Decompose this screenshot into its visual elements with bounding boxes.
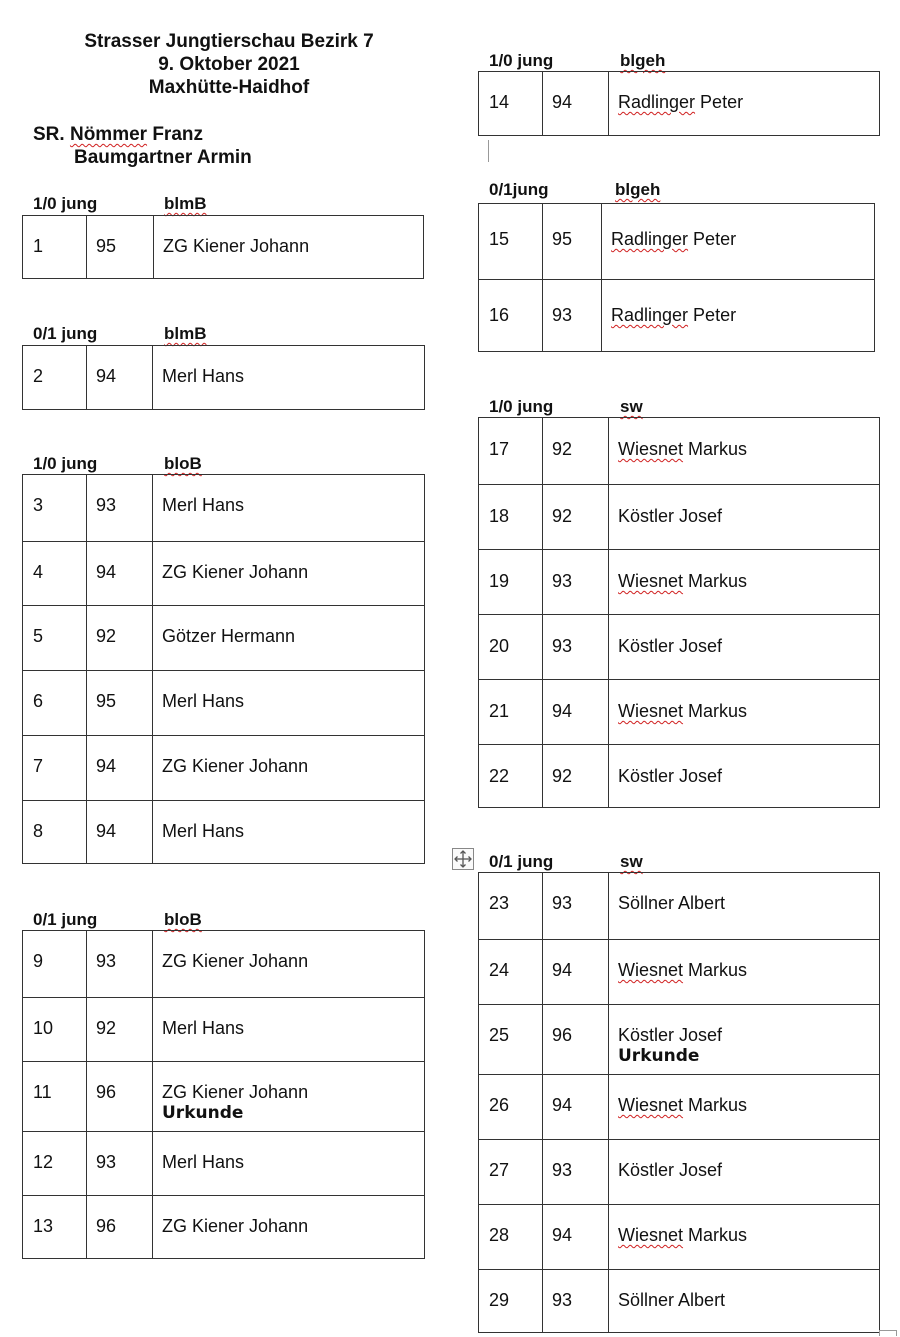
owner-name: Merl Hans (162, 1018, 245, 1038)
section-breed-label: blgeh (615, 180, 661, 199)
owner-name: Merl Hans (162, 821, 245, 841)
table-row[interactable] (479, 1004, 879, 1074)
entry-number-cell (479, 418, 542, 484)
entry-score: 94 (96, 756, 117, 776)
entry-score-cell (86, 931, 152, 997)
table-row[interactable] (479, 549, 879, 614)
entry-score: 92 (96, 626, 117, 646)
entry-number-cell (479, 1270, 542, 1334)
entry-score-cell (542, 418, 608, 484)
owner-name: Köstler Josef (618, 506, 723, 526)
owner-cell (608, 1005, 879, 1074)
entry-score-cell (542, 485, 608, 549)
owner-cell (152, 542, 424, 605)
entry-number: 14 (489, 92, 510, 112)
owner-name: Köstler Josef (618, 766, 723, 786)
entry-score-cell (86, 1196, 152, 1260)
owner-cell (608, 485, 879, 549)
entry-number: 7 (33, 756, 44, 776)
results-table (22, 215, 424, 279)
owner-cell (601, 204, 874, 279)
results-table (22, 930, 425, 1259)
owner-cell (608, 550, 879, 614)
entry-number: 10 (33, 1018, 54, 1038)
entry-score: 92 (552, 506, 573, 526)
owner-name: Radlinger Peter (611, 229, 737, 249)
entry-number: 5 (33, 626, 44, 646)
owner-name: ZG Kiener Johann (162, 951, 309, 971)
entry-number: 29 (489, 1290, 510, 1310)
owner-name: Merl Hans (162, 495, 245, 515)
document-title: Strasser Jungtierschau Bezirk 7 (84, 31, 374, 52)
entry-number-cell (23, 1196, 86, 1260)
section-header (478, 181, 875, 201)
table-row[interactable] (479, 614, 879, 679)
entry-score-cell (86, 216, 153, 280)
move-arrows-icon[interactable] (452, 848, 474, 870)
owner-cell (152, 931, 424, 997)
entry-score-cell (542, 550, 608, 614)
entry-number: 24 (489, 960, 510, 980)
owner-name: ZG Kiener Johann (162, 756, 309, 776)
owner-cell (152, 736, 424, 800)
entry-score: 93 (552, 1160, 573, 1180)
owner-cell (608, 940, 879, 1004)
table-row[interactable] (23, 997, 424, 1061)
table-row[interactable] (479, 484, 879, 549)
table-row[interactable] (479, 873, 879, 939)
entry-number-cell (23, 801, 86, 865)
judge1-surname: Nömmer (69, 124, 148, 145)
owner-name: ZG Kiener Johann Urkunde (162, 1082, 309, 1123)
award-label: Urkunde (162, 1103, 244, 1123)
entry-score: 92 (552, 439, 573, 459)
owner-cell (153, 216, 423, 280)
entry-score: 94 (96, 821, 117, 841)
entry-score-cell (86, 801, 152, 865)
entry-number: 21 (489, 701, 510, 721)
table-row[interactable] (23, 670, 424, 735)
entry-number-cell (479, 204, 542, 279)
entry-number: 13 (33, 1216, 54, 1236)
table-row[interactable] (23, 475, 424, 541)
entry-score: 94 (552, 1095, 573, 1115)
owner-cell (608, 1205, 879, 1269)
entry-score: 94 (552, 960, 573, 980)
entry-score: 92 (552, 766, 573, 786)
entry-score: 96 (96, 1082, 117, 1102)
section-header (22, 455, 425, 475)
owner-name: Wiesnet Markus (618, 701, 748, 721)
table-row[interactable] (479, 1204, 879, 1269)
entry-score: 93 (96, 951, 117, 971)
table-row[interactable] (23, 800, 424, 865)
entry-score-cell (542, 615, 608, 679)
section-sex-age-label: 0/1jung (489, 180, 549, 199)
table-row[interactable] (23, 1061, 424, 1131)
table-row[interactable] (23, 216, 423, 280)
entry-number-cell (23, 346, 86, 411)
judge1-firstname: Franz (152, 124, 204, 145)
entry-number-cell (479, 1075, 542, 1139)
award-label: Urkunde (618, 1046, 700, 1066)
table-row[interactable] (23, 735, 424, 800)
entry-number: 17 (489, 439, 510, 459)
owner-cell (608, 873, 879, 939)
entry-number: 8 (33, 821, 44, 841)
entry-score: 94 (552, 1225, 573, 1245)
section-breed-label: blgeh (620, 51, 666, 70)
table-row[interactable] (23, 541, 424, 605)
owner-cell (152, 1132, 424, 1195)
entry-score-cell (86, 736, 152, 800)
entry-score-cell (542, 745, 608, 809)
section-header (478, 398, 880, 418)
entry-number-cell (23, 216, 86, 280)
entry-score: 93 (552, 1290, 573, 1310)
entry-number: 11 (33, 1082, 52, 1102)
entry-number: 12 (33, 1152, 54, 1172)
results-table (478, 872, 880, 1333)
owner-name: Radlinger Peter (611, 305, 737, 325)
entry-score: 94 (552, 701, 573, 721)
entry-score-cell (542, 1140, 608, 1204)
text-cursor (488, 140, 489, 162)
section-sex-age-label: 1/0 jung (33, 194, 98, 213)
entry-number: 16 (489, 305, 510, 325)
entry-number: 9 (33, 951, 44, 971)
owner-name: Wiesnet Markus (618, 571, 748, 591)
table-row[interactable] (479, 279, 874, 353)
entry-score: 95 (96, 236, 117, 256)
owner-name: Merl Hans (162, 366, 245, 386)
entry-score: 95 (96, 691, 117, 711)
entry-number: 19 (489, 571, 510, 591)
owner-cell (152, 475, 424, 541)
owner-name: Merl Hans (162, 1152, 245, 1172)
owner-name: ZG Kiener Johann (162, 562, 309, 582)
owner-name: Radlinger Peter (618, 92, 744, 112)
entry-number: 2 (33, 366, 44, 386)
entry-number-cell (23, 998, 86, 1061)
owner-cell (608, 1140, 879, 1204)
entry-number-cell (479, 550, 542, 614)
entry-number-cell (479, 72, 542, 137)
entry-number: 27 (489, 1160, 510, 1180)
entry-score-cell (542, 204, 601, 279)
entry-number-cell (479, 280, 542, 353)
entry-score: 93 (552, 571, 573, 591)
entry-score-cell (542, 680, 608, 744)
table-row[interactable] (479, 1074, 879, 1139)
table-row[interactable] (23, 1195, 424, 1260)
owner-name: Wiesnet Markus (618, 1225, 748, 1245)
owner-name: Wiesnet Markus (618, 439, 748, 459)
section-header (22, 195, 424, 215)
judge-line-2: Baumgartner Armin (74, 147, 252, 168)
entry-score: 94 (552, 92, 573, 112)
entry-score-cell (86, 606, 152, 670)
entry-score-cell (542, 72, 608, 137)
section-breed-label: blmB (164, 324, 207, 343)
entry-score-cell (86, 542, 152, 605)
section-breed-label: bloB (164, 910, 202, 929)
owner-cell (152, 998, 424, 1061)
entry-score-cell (542, 873, 608, 939)
entry-number-cell (479, 615, 542, 679)
owner-cell (152, 1062, 424, 1131)
owner-cell (608, 1270, 879, 1334)
entry-number-cell (479, 940, 542, 1004)
entry-score-cell (86, 475, 152, 541)
section-sex-age-label: 1/0 jung (489, 397, 554, 416)
entry-score-cell (86, 998, 152, 1061)
owner-name: ZG Kiener Johann (163, 236, 310, 256)
entry-score-cell (542, 280, 601, 353)
show-date: 9. Oktober 2021 (158, 54, 300, 75)
table-row[interactable] (479, 204, 874, 279)
owner-name: Merl Hans (162, 691, 245, 711)
entry-number-cell (479, 873, 542, 939)
owner-name: Söllner Albert (618, 893, 726, 913)
section-sex-age-label: 0/1 jung (489, 852, 554, 871)
table-row[interactable] (23, 1131, 424, 1195)
entry-number-cell (479, 1005, 542, 1074)
table-row[interactable] (479, 939, 879, 1004)
entry-score: 93 (552, 893, 573, 913)
owner-cell (601, 280, 874, 353)
owner-name: Köstler Josef Urkunde (618, 1025, 723, 1066)
entry-number: 4 (33, 562, 44, 582)
entry-number-cell (479, 1140, 542, 1204)
entry-number: 22 (489, 766, 510, 786)
entry-number: 28 (489, 1225, 510, 1245)
entry-score-cell (542, 1205, 608, 1269)
entry-score: 93 (552, 305, 573, 325)
show-location: Maxhütte-Haidhof (148, 77, 310, 98)
section-breed-label: blmB (164, 194, 207, 213)
owner-name: Köstler Josef (618, 636, 723, 656)
owner-name: Söllner Albert (618, 1290, 726, 1310)
table-row[interactable] (23, 346, 424, 411)
entry-number-cell (479, 745, 542, 809)
section-sex-age-label: 0/1 jung (33, 910, 98, 929)
results-table (22, 345, 425, 410)
table-row[interactable] (479, 72, 879, 137)
entry-score-cell (86, 1062, 152, 1131)
entry-number-cell (479, 485, 542, 549)
entry-score-cell (542, 940, 608, 1004)
entry-number: 6 (33, 691, 44, 711)
table-row[interactable] (23, 605, 424, 670)
entry-number-cell (479, 680, 542, 744)
entry-number-cell (23, 1132, 86, 1195)
section-header (22, 911, 425, 931)
table-row[interactable] (479, 679, 879, 744)
entry-number: 20 (489, 636, 510, 656)
owner-cell (152, 346, 424, 411)
section-header (478, 52, 880, 72)
judge-prefix: SR. (33, 124, 65, 145)
entry-number-cell (23, 1062, 86, 1131)
entry-number: 25 (489, 1025, 510, 1045)
owner-cell (608, 72, 879, 137)
entry-number: 3 (33, 495, 44, 515)
entry-score-cell (542, 1075, 608, 1139)
owner-cell (152, 801, 424, 865)
entry-number-cell (23, 736, 86, 800)
results-table (22, 474, 425, 864)
entry-number: 26 (489, 1095, 510, 1115)
entry-score: 93 (552, 636, 573, 656)
entry-number-cell (23, 475, 86, 541)
owner-name: Wiesnet Markus (618, 960, 748, 980)
entry-number-cell (479, 1205, 542, 1269)
owner-cell (608, 680, 879, 744)
owner-cell (608, 615, 879, 679)
judge-line-1 (33, 123, 252, 146)
table-row[interactable] (479, 1139, 879, 1204)
section-sex-age-label: 1/0 jung (33, 454, 98, 473)
section-breed-label: sw (620, 397, 643, 416)
results-table (478, 417, 880, 808)
entry-score-cell (86, 346, 152, 411)
results-table (478, 71, 880, 136)
entry-score-cell (86, 1132, 152, 1195)
owner-cell (608, 1075, 879, 1139)
entry-number-cell (23, 931, 86, 997)
owner-cell (608, 745, 879, 809)
section-breed-label: sw (620, 852, 643, 871)
entry-score: 94 (96, 366, 117, 386)
results-table (478, 203, 875, 352)
owner-cell (152, 1196, 424, 1260)
entry-score: 93 (96, 1152, 117, 1172)
owner-name: Wiesnet Markus (618, 1095, 748, 1115)
entry-score: 92 (96, 1018, 117, 1038)
entry-number-cell (23, 671, 86, 735)
entry-score-cell (542, 1005, 608, 1074)
entry-score: 93 (96, 495, 117, 515)
entry-number: 15 (489, 229, 510, 249)
table-resize-handle[interactable] (879, 1330, 897, 1336)
owner-name: Köstler Josef (618, 1160, 723, 1180)
entry-score: 96 (96, 1216, 117, 1236)
entry-score: 96 (552, 1025, 573, 1045)
table-row[interactable] (479, 418, 879, 484)
entry-number: 23 (489, 893, 510, 913)
entry-number-cell (23, 542, 86, 605)
section-header (478, 853, 880, 873)
entry-number: 1 (33, 236, 44, 256)
owner-cell (152, 671, 424, 735)
owner-cell (608, 418, 879, 484)
section-sex-age-label: 0/1 jung (33, 324, 98, 343)
entry-score: 95 (552, 229, 573, 249)
section-sex-age-label: 1/0 jung (489, 51, 554, 70)
entry-score: 94 (96, 562, 117, 582)
section-header (22, 325, 425, 345)
table-row[interactable] (23, 931, 424, 997)
section-breed-label: bloB (164, 454, 202, 473)
entry-number-cell (23, 606, 86, 670)
judges-block (33, 123, 252, 169)
entry-number: 18 (489, 506, 510, 526)
entry-score-cell (86, 671, 152, 735)
owner-name: ZG Kiener Johann (162, 1216, 309, 1236)
owner-name: Götzer Hermann (162, 626, 296, 646)
entry-score-cell (542, 1270, 608, 1334)
owner-cell (152, 606, 424, 670)
table-row[interactable] (479, 1269, 879, 1334)
table-row[interactable] (479, 744, 879, 809)
